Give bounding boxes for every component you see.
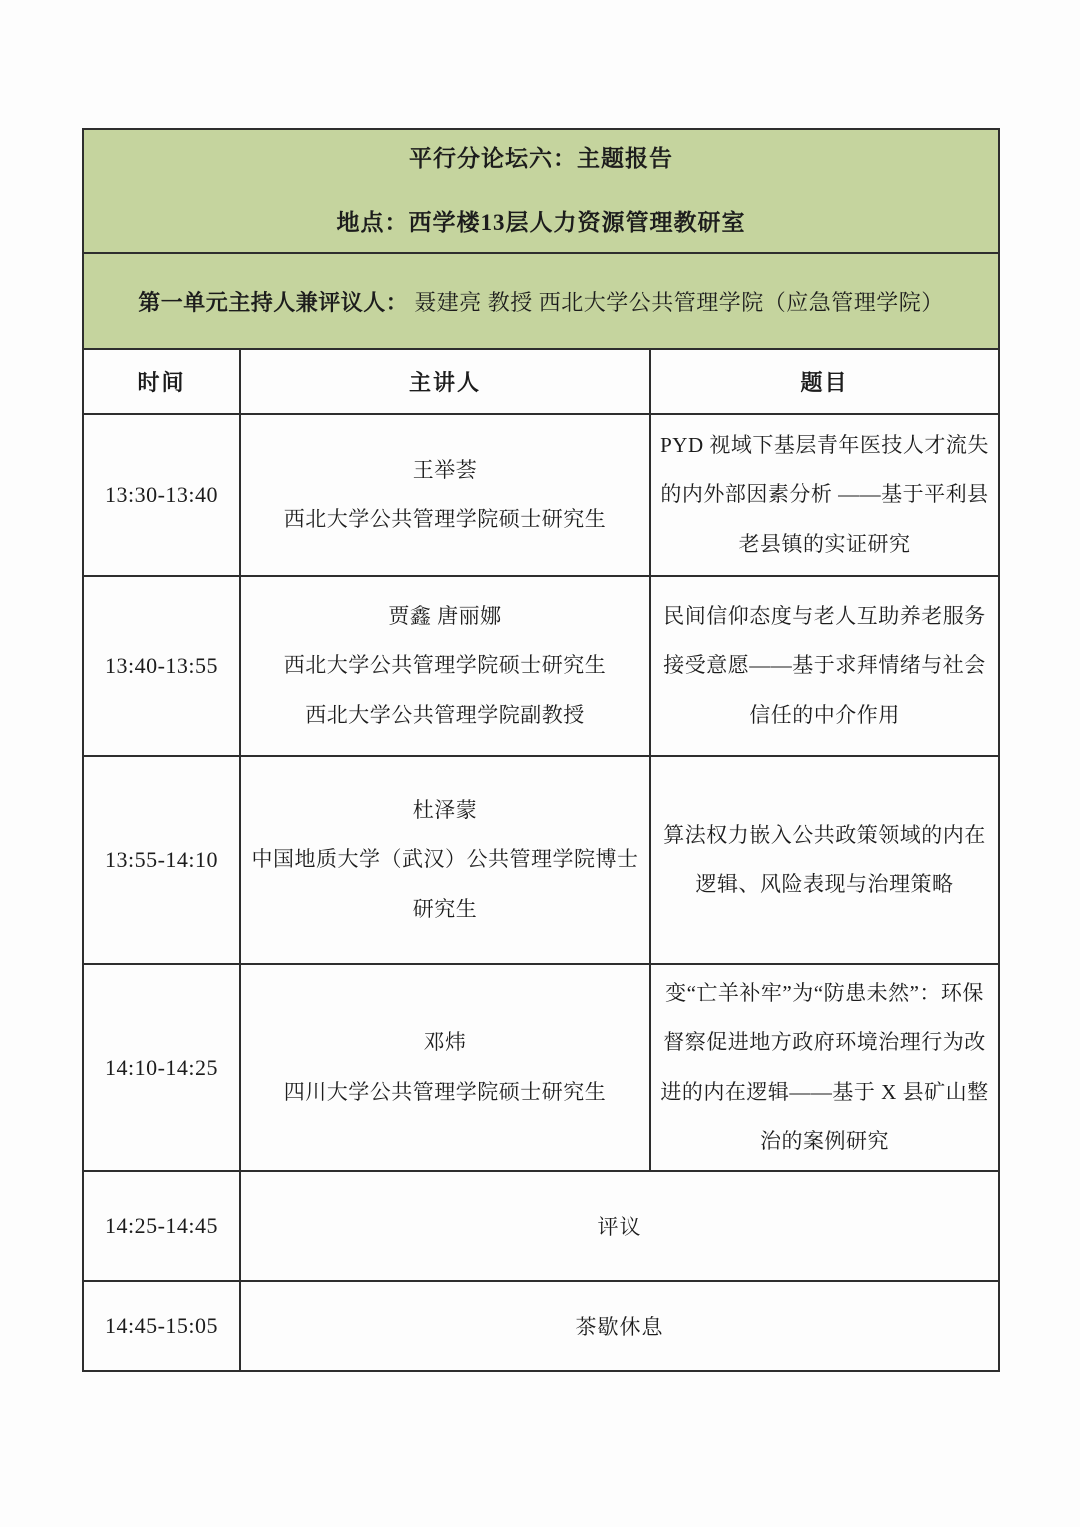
table-row bbox=[83, 414, 999, 576]
header-title: 题目 bbox=[650, 349, 999, 414]
speaker-name: 邓炜 bbox=[423, 1030, 467, 1055]
speaker-cell bbox=[240, 576, 650, 756]
title-cell: 算法权力嵌入公共政策领域的内在逻辑、风险表现与治理策略 bbox=[650, 756, 999, 964]
time-cell: 14:45-15:05 bbox=[83, 1281, 240, 1371]
unit-chair-row bbox=[83, 253, 999, 349]
session-activity-cell: 评议 bbox=[240, 1171, 999, 1281]
speaker-affiliation: 西北大学公共管理学院硕士研究生 bbox=[283, 507, 607, 531]
banner-cell bbox=[83, 129, 999, 253]
unit-chair-label: 第一单元主持人兼评议人： bbox=[138, 289, 409, 315]
speaker-affiliation: 四川大学公共管理学院硕士研究生 bbox=[283, 1079, 607, 1104]
speaker-name: 杜泽蒙 bbox=[412, 797, 478, 822]
table-row bbox=[83, 1281, 999, 1371]
time-cell: 13:40-13:55 bbox=[83, 576, 240, 756]
time-cell: 14:10-14:25 bbox=[83, 964, 240, 1171]
header-time: 时间 bbox=[83, 349, 240, 414]
speaker-affiliation: 西北大学公共管理学院副教授 bbox=[305, 702, 585, 727]
table-header-row bbox=[83, 349, 999, 414]
header-speaker: 主讲人 bbox=[240, 349, 650, 414]
title-cell: 民间信仰态度与老人互助养老服务接受意愿——基于求拜情绪与社会信任的中介作用 bbox=[650, 576, 999, 756]
title-cell: 变“亡羊补牢”为“防患未然”：环保督察促进地方政府环境治理行为改进的内在逻辑——基于 X 县矿山整治的案例研究 bbox=[650, 964, 999, 1171]
banner-spacer bbox=[92, 174, 990, 208]
conference-schedule-sheet bbox=[82, 128, 998, 1372]
speaker-cell bbox=[240, 414, 650, 576]
speaker-cell bbox=[240, 964, 650, 1171]
time-cell: 14:25-14:45 bbox=[83, 1171, 240, 1281]
title-cell: PYD 视域下基层青年医技人才流失的内外部因素分析 ——基于平利县老县镇的实证研究 bbox=[650, 414, 999, 576]
table-row bbox=[83, 1171, 999, 1281]
banner-row bbox=[83, 129, 999, 253]
time-cell: 13:30-13:40 bbox=[83, 414, 240, 576]
table-row bbox=[83, 576, 999, 756]
schedule-table bbox=[82, 128, 1000, 1372]
session-activity-cell: 茶歇休息 bbox=[240, 1281, 999, 1371]
table-row bbox=[83, 964, 999, 1171]
unit-chair-cell bbox=[83, 253, 999, 349]
speaker-affiliation: 西北大学公共管理学院硕士研究生 bbox=[283, 653, 607, 678]
unit-chair-value: 聂建亮 教授 西北大学公共管理学院（应急管理学院） bbox=[414, 289, 944, 315]
speaker-affiliation: 中国地质大学（武汉）公共管理学院博士研究生 bbox=[251, 847, 639, 921]
time-cell: 13:55-14:10 bbox=[83, 756, 240, 964]
speaker-name: 王举荟 bbox=[412, 457, 478, 482]
table-row bbox=[83, 756, 999, 964]
speaker-name: 贾鑫 唐丽娜 bbox=[388, 603, 502, 628]
forum-title: 平行分论坛六：主题报告 bbox=[409, 146, 673, 172]
speaker-cell bbox=[240, 756, 650, 964]
forum-location: 地点：西学楼13层人力资源管理教研室 bbox=[336, 210, 746, 235]
